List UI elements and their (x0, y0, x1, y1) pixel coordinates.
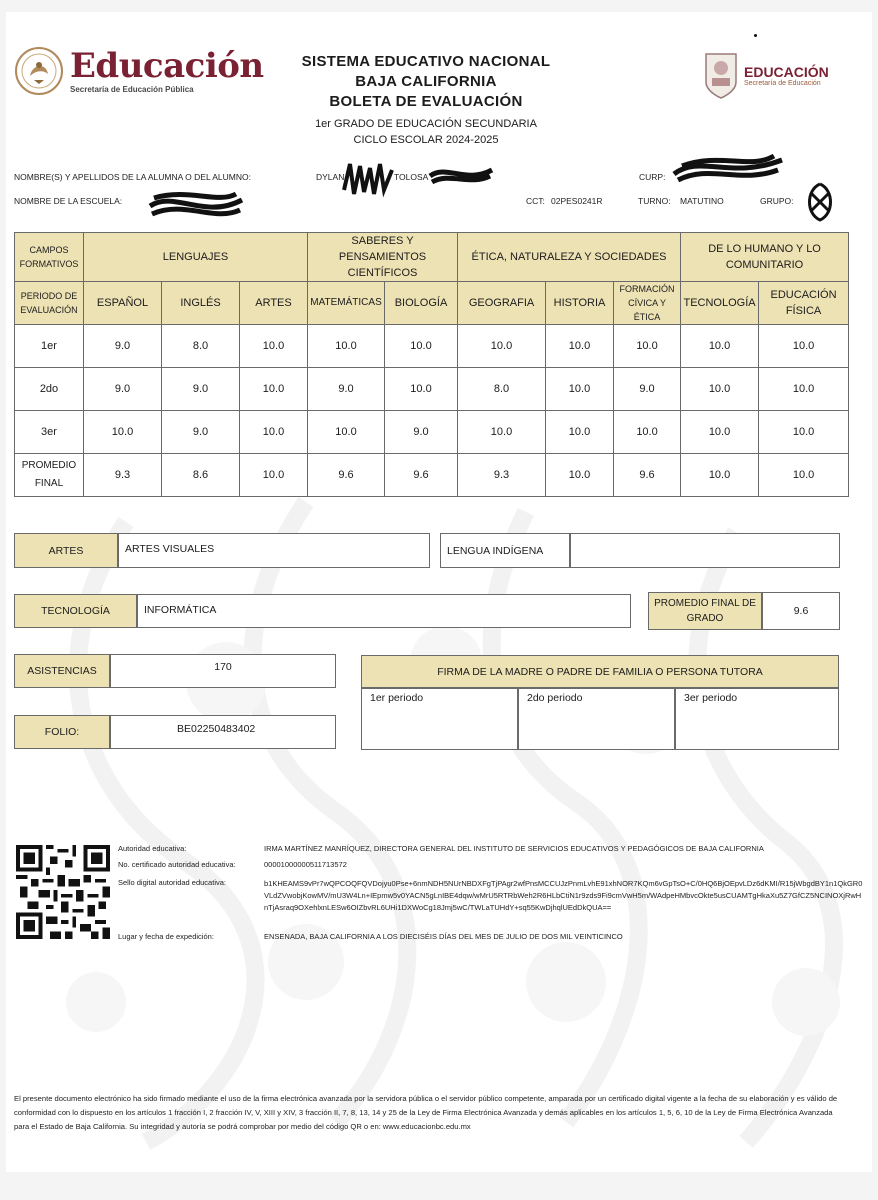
turno-label: TURNO: (638, 196, 671, 206)
period-label: 1er (15, 325, 84, 368)
grade-cell: 10.0 (614, 411, 681, 454)
grade-cell: 10.0 (240, 411, 308, 454)
artes-label: ARTES (14, 533, 118, 568)
student-last-name: TOLOSA (394, 172, 429, 182)
grade-cell: 10.0 (240, 368, 308, 411)
grade-cell: 9.0 (308, 368, 385, 411)
signature-period-label: 3er periodo (684, 692, 738, 704)
period-label: 2do (15, 368, 84, 411)
grades-table (14, 232, 849, 497)
artes-value: ARTES VISUALES (118, 533, 430, 568)
grade-cell: 10.0 (546, 325, 614, 368)
grade-cell: 10.0 (759, 368, 849, 411)
grade-cell: 10.0 (385, 325, 458, 368)
grade-cell: 10.0 (84, 411, 162, 454)
sep-logo-subtitle: Secretaría de Educación Pública (70, 84, 194, 94)
lugar-value: ENSENADA, BAJA CALIFORNIA A LOS DIECISÉIS DÍAS DEL MES DE JULIO DE DOS MIL VEINTICINCO (264, 932, 623, 941)
baja-california-seal-icon (702, 50, 740, 100)
bc-logo-text (744, 64, 829, 87)
qr-code-icon[interactable] (16, 845, 110, 939)
tecnologia-label: TECNOLOGÍA (14, 594, 137, 628)
grade-cell: 10.0 (681, 325, 759, 368)
subject-header-biologia: BIOLOGÍA (385, 282, 458, 325)
grade-cell: 10.0 (308, 325, 385, 368)
grade-cell: 10.0 (759, 454, 849, 497)
folio-value: BE02250483402 (110, 715, 336, 749)
mexico-coat-of-arms-icon (14, 46, 64, 96)
grade-cell: 9.3 (84, 454, 162, 497)
subject-header-formacion: FORMACIÓN CÍVICA Y ÉTICA (614, 282, 681, 325)
group-header-lenguajes: LENGUAJES (84, 233, 308, 282)
subject-header-espanol: ESPAÑOL (84, 282, 162, 325)
group-header-saberes: SABERES Y PENSAMIENTOS CIENTÍFICOS (308, 233, 458, 282)
no-cert-value: 00001000000511713572 (264, 860, 347, 869)
redaction-scribble-icon (670, 150, 786, 186)
grade-cell: 9.0 (84, 325, 162, 368)
signature-header: FIRMA DE LA MADRE O PADRE DE FAMILIA O PERSONA TUTORA (361, 655, 839, 688)
signature-period-label: 1er periodo (370, 692, 424, 704)
sello-value: b1KHEAMS9vPr7wQPCOQFQVDojyu0Pse+6nmNDH5NUrNBDXFgTjPAgr2wfPnsMCCUJzPnmLvhE91xhNOR7KQm6vGpTsO+C/0HQ6BjOEpvLDz6dKMI/R15jWbgdBY1n1QkGR0VLdZVwobjKowMV/mU3W4Ln+IEpmw5v0YACN5gLnIBE4dqw/wMrU5RTRbWeh2R6HLbCtiN1r9zds9Fi9cmVwH5m/WAdpeHMbvcOkte5usCUAMTgHkaXu5Z7GfCZ5NCINOXjRwHnTjAsraq9OXehlxnLESw6OIZbvRL6UHi1DXWoCg18Jmj5wC/TWLaTUHdY+sq55KwDjhqlUEdDkQUA== (264, 879, 863, 912)
grade-cell: 9.6 (308, 454, 385, 497)
grade-cell: 8.6 (162, 454, 240, 497)
bc-education-logo (702, 50, 829, 100)
periodo-header: PERIODO DE EVALUACIÓN (15, 282, 84, 325)
subject-header-ingles: INGLÉS (162, 282, 240, 325)
table-row (15, 368, 849, 411)
grade-cell: 10.0 (759, 411, 849, 454)
grade-cell: 9.0 (614, 368, 681, 411)
autoridad-label: Autoridad educativa: (118, 844, 187, 853)
grade-cell: 9.0 (162, 411, 240, 454)
header-line-1: SISTEMA EDUCATIVO NACIONAL (301, 53, 551, 70)
grade-cell: 10.0 (681, 454, 759, 497)
subject-header-artes: ARTES (240, 282, 308, 325)
redaction-scribble-icon (802, 180, 838, 224)
subject-header-geografia: GEOGRAFIA (458, 282, 546, 325)
grupo-label: GRUPO: (760, 196, 794, 206)
grade-cell: 9.6 (614, 454, 681, 497)
grade-cell: 9.0 (84, 368, 162, 411)
header-cycle: CICLO ESCOLAR 2024-2025 (353, 134, 499, 146)
curp-label: CURP: (639, 172, 666, 182)
grade-cell: 10.0 (240, 325, 308, 368)
grade-cell: 9.3 (458, 454, 546, 497)
asistencias-value: 170 (110, 654, 336, 688)
table-row (15, 325, 849, 368)
group-header-etica: ÉTICA, NATURALEZA Y SOCIEDADES (458, 233, 681, 282)
sello-label: Sello digital autoridad educativa: (118, 878, 226, 887)
grade-cell: 10.0 (458, 411, 546, 454)
group-header-humano: DE LO HUMANO Y LO COMUNITARIO (681, 233, 849, 282)
lugar-label: Lugar y fecha de expedición: (118, 932, 214, 941)
signature-period-3[interactable] (675, 688, 839, 750)
grade-cell: 10.0 (546, 454, 614, 497)
report-card-sheet (6, 12, 872, 1172)
student-name-label: NOMBRE(S) Y APELLIDOS DE LA ALUMNA O DEL ALUMNO: (14, 172, 251, 182)
folio-label: FOLIO: (14, 715, 110, 749)
subject-header-educacion-fisica: EDUCACIÓN FÍSICA (759, 282, 849, 325)
turno-value: MATUTINO (680, 196, 724, 206)
signature-period-2[interactable] (518, 688, 675, 750)
grade-cell: 10.0 (681, 368, 759, 411)
grade-cell: 9.0 (385, 411, 458, 454)
sep-logo-title: Educación (70, 45, 264, 86)
promedio-final-label: PROMEDIO FINAL DE GRADO (648, 592, 762, 630)
asistencias-label: ASISTENCIAS (14, 654, 110, 688)
sep-logo-text (70, 45, 264, 94)
signature-period-1[interactable] (361, 688, 518, 750)
grade-cell: 10.0 (614, 325, 681, 368)
grade-cell: 10.0 (759, 325, 849, 368)
redaction-scribble-icon (144, 186, 248, 226)
grade-cell: 10.0 (458, 325, 546, 368)
legal-footer: El presente documento electrónico ha sido firmado mediante el uso de la firma electrónica avanzada por la servidora pública o el servidor público competente, amparada por un certificado digital vigente a la fecha de su elaboración y es válido de conformidad con lo dispuesto en los artículos 1 fracción I, 2 fracción IV, V, XIII y XIV, 3 fracción II, 7, 8, 13, 14 y 25 de la Ley de Firma Electrónica Avanzada y demás aplicables en los artículos 1, 5, 6, 10 de la Ley de Firma Electrónica Avanzada para el Estado de Baja California. Su integridad y autoría se podrá comprobar por medio del código QR o en: www.educacionbc.edu.mx (14, 1094, 838, 1131)
subject-header-matematicas: MATEMÁTICAS (308, 282, 385, 325)
student-first-name: DYLAN (316, 172, 345, 182)
grade-cell: 10.0 (240, 454, 308, 497)
header-grade: 1er GRADO DE EDUCACIÓN SECUNDARIA (315, 118, 537, 130)
promedio-final-value: 9.6 (762, 592, 840, 630)
cct-label: CCT: (526, 196, 545, 206)
header-line-3: BOLETA DE EVALUACIÓN (329, 93, 523, 110)
grade-cell: 9.0 (162, 368, 240, 411)
bc-logo-title: EDUCACIÓN (744, 63, 829, 80)
table-row (15, 411, 849, 454)
school-name-label: NOMBRE DE LA ESCUELA: (14, 196, 123, 206)
grade-cell: 9.6 (385, 454, 458, 497)
grade-cell: 10.0 (546, 368, 614, 411)
grade-cell: 8.0 (162, 325, 240, 368)
mark-dot (754, 34, 757, 37)
grade-cell: 10.0 (546, 411, 614, 454)
grade-cell: 10.0 (385, 368, 458, 411)
grade-cell: 10.0 (681, 411, 759, 454)
sep-logo (14, 46, 264, 96)
grade-cell: 10.0 (308, 411, 385, 454)
autoridad-value: IRMA MARTÍNEZ MANRÍQUEZ, DIRECTORA GENERAL DEL INSTITUTO DE SERVICIOS EDUCATIVOS Y PEDAGÓGICOS DE BAJA CALIFORNIA (264, 844, 764, 853)
subject-header-historia: HISTORIA (546, 282, 614, 325)
no-cert-label: No. certificado autoridad educativa: (118, 860, 236, 869)
subject-header-tecnologia: TECNOLOGÍA (681, 282, 759, 325)
redaction-scribble-icon (340, 160, 400, 198)
signature-period-label: 2do periodo (527, 692, 583, 704)
period-label: PROMEDIO FINAL (15, 454, 84, 497)
cct-value: 02PES0241R (551, 196, 603, 206)
background-ornament-icon (6, 482, 872, 1172)
grade-cell: 8.0 (458, 368, 546, 411)
redaction-scribble-icon (426, 162, 496, 188)
table-row-final (15, 454, 849, 497)
bc-logo-subtitle: Secretaría de Educación (744, 79, 821, 87)
lengua-indigena-label: LENGUA INDÍGENA (440, 533, 570, 568)
lengua-indigena-value (570, 533, 840, 568)
campos-formativos-header: CAMPOS FORMATIVOS (15, 233, 84, 282)
tecnologia-value: INFORMÁTICA (137, 594, 631, 628)
document-header (236, 52, 616, 148)
header-line-2: BAJA CALIFORNIA (355, 73, 497, 90)
period-label: 3er (15, 411, 84, 454)
